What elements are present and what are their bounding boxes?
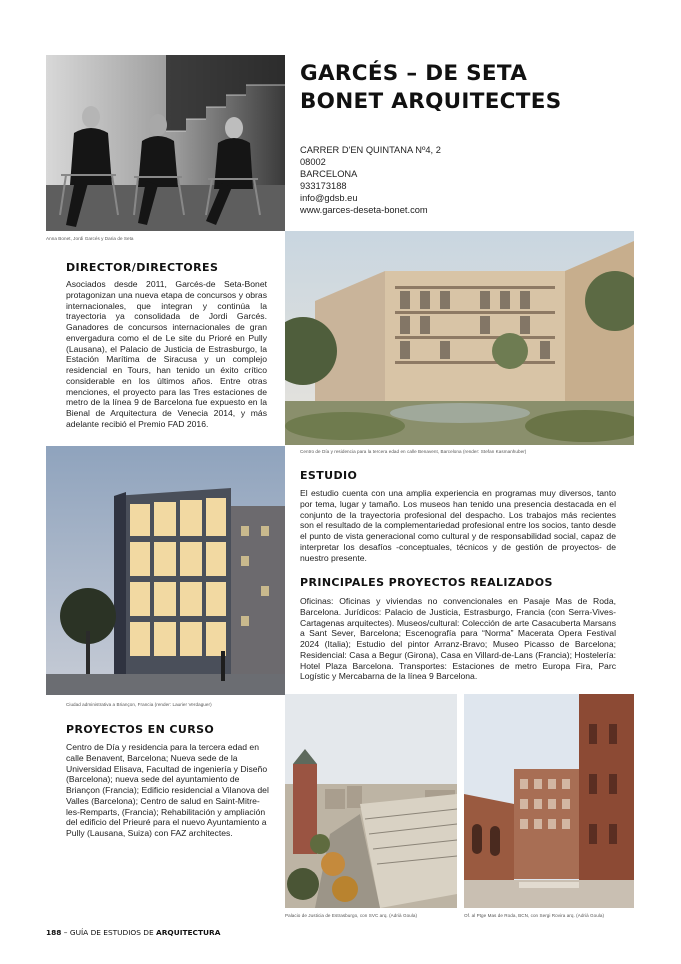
architects-portrait-photo bbox=[46, 55, 285, 231]
directors-heading: DIRECTOR/DIRECTORES bbox=[66, 261, 219, 274]
tower-caption: Ciudad administrativa a Briançon, Francia (render: Laurier Verdaguer) bbox=[66, 702, 212, 707]
directors-text: Asociados desde 2011, Garcés-de Seta-Bonet protagonizan una nueva etapa de concursos y obras internacionales, que integran y continúa la trayectoria ya consolidada de Jordi Garcés. Ganadores de concursos internacionales de gran envergadura como el de Le site du Prioré en Pully (Lausana), el Palacio de Justicia de Estrasburgo, la Estación Marítima de Siracusa y un complejo residencial en Tours, han tenido un éxito crítico considerable en los últimos años. Entre otras menciones, el proyecto para las Tres estaciones de metro de la línea 9 de Barcelona fue expuesto en la Bienal de Arquitectura de Venecia 2014, y más adelante recibió el Premio FAD 2016. bbox=[66, 279, 267, 429]
main-projects-text: Oficinas: Oficinas y viviendas no convencionales en Pasaje Mas de Roda, Barcelona. Jurídicos: Palacio de Justicia, Estrasburgo, Francia (con Serra-Vives-Cartagenas arquitectes). Museos/cultural: Colección de arte Casacuberta Marsans a Sant Sever, Barcelona; Escenografía para “Norma” Macerata Opera Festival 2024 (Italia); Estudio del pintor Arranz-Bravo; Museo Picasso de Barcelona; Residencial: Casa a Begur (Girona), Casa en Villard-de-Lans (Francia); Hostelería: Hotel Plaza Barcelona. Transportes: Estaciones de metro Europa Fira, Parc Logístic y Mercabarna de la línea 9 Barcelona. bbox=[300, 596, 616, 682]
studio-text: El estudio cuenta con una amplia experiencia en programas muy diversos, tanto por tema, lugar y tamaño. Los museos han tenido una presencia destacada en el conjunto de la trayectoria profesional del despacho. Los trabajos más recientes son el resultado de la complementariedad profesional entre los socios, tanto desde el punto de vista generacional como cultural y de responsabilidad social, capaz de interpretar los desafíos -conceptuales, técnicos y de gestión de proyectos- de nuestro presente. bbox=[300, 488, 616, 563]
brick-caption: Of. al Ptge Mas de Roda, BCN, con Sergi Rovira arq. (Adrià Goula) bbox=[464, 913, 605, 918]
firm-name bbox=[300, 60, 562, 116]
page-footer bbox=[46, 928, 220, 937]
firm-name-line-2: BONET ARQUITECTES bbox=[300, 89, 562, 114]
guide-title-prefix: GUÍA DE ESTUDIOS DE bbox=[69, 928, 156, 937]
brick-courtyard-photo bbox=[464, 694, 634, 908]
contact-city: BARCELONA bbox=[300, 169, 358, 180]
aerial-street-photo bbox=[285, 694, 457, 908]
courtyard-render-photo bbox=[285, 231, 634, 445]
main-projects-heading: PRINCIPALES PROYECTOS REALIZADOS bbox=[300, 576, 553, 589]
studio-heading: ESTUDIO bbox=[300, 469, 358, 482]
contact-phone[interactable]: 933173188 bbox=[300, 181, 347, 192]
contact-email[interactable]: info@gdsb.eu bbox=[300, 193, 358, 204]
firm-name-line-1: GARCÉS – DE SETA bbox=[300, 61, 528, 86]
tower-render-photo bbox=[46, 446, 285, 695]
guide-title-bold: ARQUITECTURA bbox=[156, 928, 221, 937]
current-projects-heading: PROYECTOS EN CURSO bbox=[66, 723, 215, 736]
contact-website[interactable]: www.garces-deseta-bonet.com bbox=[300, 205, 428, 216]
footer-separator: – bbox=[61, 928, 70, 937]
aerial-caption: Palacio de Justicia de Estrasburgo, con SVC arq. (Adrià Goula) bbox=[285, 913, 418, 918]
contact-postal-code: 08002 bbox=[300, 157, 326, 168]
portrait-caption: Anna Bonet, Jordi Garcés y Daria de Seta bbox=[46, 236, 134, 241]
current-projects-text: Centro de Día y residencia para la tercera edad en calle Benavent, Barcelona; Nueva sede de la Universidad Elisava, Facultad de ingeniería y Diseño (Barcelona); nueva sede del ayuntamiento de Briançon (Francia); Edificio residencial a Vilanova del Valles (Barcelona); Centro de salud en Saint-Mitre-les-Remparts, (Francia); Rehabilitación y ampliación del edificio del Prieuré para el nuevo Ayuntamiento a Pully (Lausana, Suiza) con FAZ architectes. bbox=[66, 742, 269, 838]
contact-block bbox=[300, 144, 441, 217]
contact-street: CARRER D'EN QUINTANA Nº4, 2 bbox=[300, 145, 441, 155]
courtyard-caption: Centro de Día y residencia para la tercera edad en calle Benavent, Barcelona (render: Stefan Kasmanhuber) bbox=[300, 449, 527, 454]
page-number: 188 bbox=[46, 928, 62, 937]
